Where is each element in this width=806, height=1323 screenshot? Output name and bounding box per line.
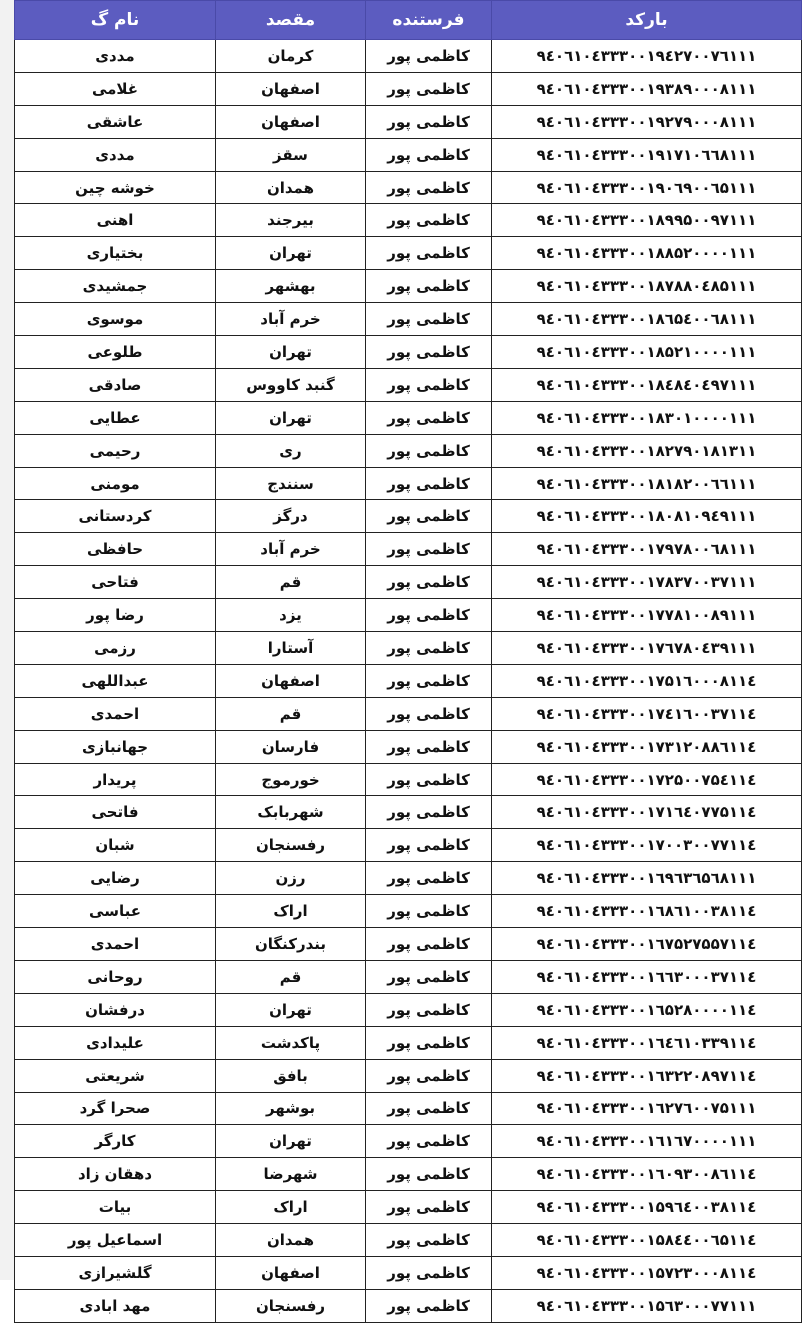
header-barcode[interactable]: بارکد bbox=[492, 1, 802, 40]
destination-cell[interactable]: اراک bbox=[216, 1191, 366, 1224]
table-row[interactable] bbox=[15, 303, 802, 336]
name-cell[interactable]: صحرا گرد bbox=[15, 1092, 216, 1125]
name-cell[interactable]: رزمی bbox=[15, 632, 216, 665]
barcode-cell[interactable]: ۹٤۰٦۱۰٤۳۳۳۰۰۱۹۲۷۹۰۰۰۸۱۱۱ bbox=[492, 105, 802, 138]
barcode-cell[interactable]: ۹٤۰٦۱۰٤۳۳۳۰۰۱۷٤۱٦۰۰۳۷۱۱٤ bbox=[492, 697, 802, 730]
table-row[interactable] bbox=[15, 1125, 802, 1158]
table-row[interactable] bbox=[15, 237, 802, 270]
sender-cell[interactable]: کاظمی پور bbox=[366, 1092, 492, 1125]
destination-cell[interactable]: کرمان bbox=[216, 40, 366, 73]
table-row[interactable] bbox=[15, 1026, 802, 1059]
barcode-cell[interactable]: ۹٤۰٦۱۰٤۳۳۳۰۰۱۵۸٤٤۰۰٦۵۱۱٤ bbox=[492, 1224, 802, 1257]
table-row[interactable] bbox=[15, 40, 802, 73]
destination-cell[interactable]: تهران bbox=[216, 336, 366, 369]
sender-cell[interactable]: کاظمی پور bbox=[366, 368, 492, 401]
sender-cell[interactable]: کاظمی پور bbox=[366, 1224, 492, 1257]
name-cell[interactable]: جمشیدی bbox=[15, 270, 216, 303]
header-name[interactable]: نام گ bbox=[15, 1, 216, 40]
name-cell[interactable]: پریدار bbox=[15, 763, 216, 796]
name-cell[interactable]: بختیاری bbox=[15, 237, 216, 270]
barcode-cell[interactable]: ۹٤۰٦۱۰٤۳۳۳۰۰۱۷۲۵۰۰۷۵٤۱۱٤ bbox=[492, 763, 802, 796]
destination-cell[interactable]: بافق bbox=[216, 1059, 366, 1092]
name-cell[interactable]: گلشیرازی bbox=[15, 1256, 216, 1289]
table-row[interactable] bbox=[15, 632, 802, 665]
barcode-cell[interactable]: ۹٤۰٦۱۰٤۳۳۳۰۰۱۸۳۰۱۰۰۰۰۱۱۱ bbox=[492, 401, 802, 434]
barcode-cell[interactable]: ۹٤۰٦۱۰٤۳۳۳۰۰۱۷٦۷۸۰٤۳۹۱۱۱ bbox=[492, 632, 802, 665]
name-cell[interactable]: جهانبازی bbox=[15, 730, 216, 763]
table-row[interactable] bbox=[15, 730, 802, 763]
destination-cell[interactable]: قم bbox=[216, 960, 366, 993]
sender-cell[interactable]: کاظمی پور bbox=[366, 895, 492, 928]
destination-cell[interactable]: اراک bbox=[216, 895, 366, 928]
table-row[interactable] bbox=[15, 105, 802, 138]
table-row[interactable] bbox=[15, 796, 802, 829]
name-cell[interactable]: طلوعی bbox=[15, 336, 216, 369]
table-row[interactable] bbox=[15, 434, 802, 467]
sender-cell[interactable]: کاظمی پور bbox=[366, 1059, 492, 1092]
name-cell[interactable]: موسوی bbox=[15, 303, 216, 336]
name-cell[interactable]: عاشقی bbox=[15, 105, 216, 138]
barcode-cell[interactable]: ۹٤۰٦۱۰٤۳۳۳۰۰۱۹۳۸۹۰۰۰۸۱۱۱ bbox=[492, 72, 802, 105]
table-row[interactable] bbox=[15, 1059, 802, 1092]
sender-cell[interactable]: کاظمی پور bbox=[366, 72, 492, 105]
table-row[interactable] bbox=[15, 1092, 802, 1125]
table-row[interactable] bbox=[15, 697, 802, 730]
sender-cell[interactable]: کاظمی پور bbox=[366, 829, 492, 862]
barcode-cell[interactable]: ۹٤۰٦۱۰٤۳۳۳۰۰۱۷۰۰۳۰۰۷۷۱۱٤ bbox=[492, 829, 802, 862]
destination-cell[interactable]: تهران bbox=[216, 1125, 366, 1158]
barcode-cell[interactable]: ۹٤۰٦۱۰٤۳۳۳۰۰۱۷۹۷۸۰۰٦۸۱۱۱ bbox=[492, 533, 802, 566]
table-row[interactable] bbox=[15, 171, 802, 204]
name-cell[interactable]: علیدادی bbox=[15, 1026, 216, 1059]
sender-cell[interactable]: کاظمی پور bbox=[366, 138, 492, 171]
table-body bbox=[15, 40, 802, 1323]
barcode-cell[interactable]: ۹٤۰٦۱۰٤۳۳۳۰۰۱۵۷۲۳۰۰۰۸۱۱٤ bbox=[492, 1256, 802, 1289]
destination-cell[interactable]: یزد bbox=[216, 599, 366, 632]
destination-cell[interactable]: تهران bbox=[216, 993, 366, 1026]
barcode-cell[interactable]: ۹٤۰٦۱۰٤۳۳۳۰۰۱٦۳۲۲۰۸۹۷۱۱٤ bbox=[492, 1059, 802, 1092]
table-row[interactable] bbox=[15, 401, 802, 434]
table-row[interactable] bbox=[15, 862, 802, 895]
destination-cell[interactable]: اصفهان bbox=[216, 105, 366, 138]
sender-cell[interactable]: کاظمی پور bbox=[366, 434, 492, 467]
table-row[interactable] bbox=[15, 368, 802, 401]
destination-cell[interactable]: فارسان bbox=[216, 730, 366, 763]
sender-cell[interactable]: کاظمی پور bbox=[366, 303, 492, 336]
destination-cell[interactable]: تهران bbox=[216, 401, 366, 434]
sender-cell[interactable]: کاظمی پور bbox=[366, 928, 492, 961]
sender-cell[interactable]: کاظمی پور bbox=[366, 204, 492, 237]
table-row[interactable] bbox=[15, 533, 802, 566]
destination-cell[interactable]: رزن bbox=[216, 862, 366, 895]
name-cell[interactable]: مددی bbox=[15, 138, 216, 171]
name-cell[interactable]: فاتحی bbox=[15, 796, 216, 829]
shipment-table bbox=[14, 0, 802, 1323]
barcode-cell[interactable]: ۹٤۰٦۱۰٤۳۳۳۰۰۱۸۸۵۲۰۰۰۰۱۱۱ bbox=[492, 237, 802, 270]
name-cell[interactable]: اسماعیل پور bbox=[15, 1224, 216, 1257]
left-margin-strip bbox=[0, 0, 15, 1280]
barcode-cell[interactable]: ۹٤۰٦۱۰٤۳۳۳۰۰۱۷۷۸۱۰۰۸۹۱۱۱ bbox=[492, 599, 802, 632]
barcode-cell[interactable]: ۹٤۰٦۱۰٤۳۳۳۰۰۱۸۰۸۱۰۹٤۹۱۱۱ bbox=[492, 500, 802, 533]
barcode-cell[interactable]: ۹٤۰٦۱۰٤۳۳۳۰۰۱٦۱٦۷۰۰۰۰۱۱۱ bbox=[492, 1125, 802, 1158]
sender-cell[interactable]: کاظمی پور bbox=[366, 1125, 492, 1158]
name-cell[interactable]: رضایی bbox=[15, 862, 216, 895]
barcode-cell[interactable]: ۹٤۰٦۱۰٤۳۳۳۰۰۱۸٦۵٤۰۰٦۸۱۱۱ bbox=[492, 303, 802, 336]
sender-cell[interactable]: کاظمی پور bbox=[366, 401, 492, 434]
table-row[interactable] bbox=[15, 467, 802, 500]
name-cell[interactable]: شبان bbox=[15, 829, 216, 862]
destination-cell[interactable]: شهرضا bbox=[216, 1158, 366, 1191]
sender-cell[interactable]: کاظمی پور bbox=[366, 1256, 492, 1289]
table-row[interactable] bbox=[15, 270, 802, 303]
sender-cell[interactable]: کاظمی پور bbox=[366, 1191, 492, 1224]
table-row[interactable] bbox=[15, 1289, 802, 1322]
sender-cell[interactable]: کاظمی پور bbox=[366, 105, 492, 138]
table-row[interactable] bbox=[15, 895, 802, 928]
sender-cell[interactable]: کاظمی پور bbox=[366, 566, 492, 599]
name-cell[interactable]: احمدی bbox=[15, 697, 216, 730]
sender-cell[interactable]: کاظمی پور bbox=[366, 1158, 492, 1191]
destination-cell[interactable]: سنندج bbox=[216, 467, 366, 500]
destination-cell[interactable]: رفسنجان bbox=[216, 1289, 366, 1322]
sender-cell[interactable]: کاظمی پور bbox=[366, 270, 492, 303]
table-row[interactable] bbox=[15, 599, 802, 632]
name-cell[interactable]: فتاحی bbox=[15, 566, 216, 599]
sender-cell[interactable]: کاظمی پور bbox=[366, 730, 492, 763]
name-cell[interactable]: مددی bbox=[15, 40, 216, 73]
sender-cell[interactable]: کاظمی پور bbox=[366, 632, 492, 665]
barcode-cell[interactable]: ۹٤۰٦۱۰٤۳۳۳۰۰۱٦٤٦۱۰۳۳۹۱۱٤ bbox=[492, 1026, 802, 1059]
header-sender[interactable]: فرستنده bbox=[366, 1, 492, 40]
barcode-cell[interactable]: ۹٤۰٦۱۰٤۳۳۳۰۰۱۸۱۸۲۰۰٦٦۱۱۱ bbox=[492, 467, 802, 500]
destination-cell[interactable]: سقز bbox=[216, 138, 366, 171]
sender-cell[interactable]: کاظمی پور bbox=[366, 796, 492, 829]
destination-cell[interactable]: قم bbox=[216, 566, 366, 599]
table-row[interactable] bbox=[15, 664, 802, 697]
name-cell[interactable]: عبداللهی bbox=[15, 664, 216, 697]
destination-cell[interactable]: بهشهر bbox=[216, 270, 366, 303]
barcode-cell[interactable]: ۹٤۰٦۱۰٤۳۳۳۰۰۱۷۵۱٦۰۰۰۸۱۱٤ bbox=[492, 664, 802, 697]
destination-cell[interactable]: اصفهان bbox=[216, 664, 366, 697]
sender-cell[interactable]: کاظمی پور bbox=[366, 533, 492, 566]
table-header bbox=[15, 1, 802, 40]
table-row[interactable] bbox=[15, 1256, 802, 1289]
sender-cell[interactable]: کاظمی پور bbox=[366, 697, 492, 730]
destination-cell[interactable]: اصفهان bbox=[216, 1256, 366, 1289]
header-row bbox=[15, 1, 802, 40]
sender-cell[interactable]: کاظمی پور bbox=[366, 763, 492, 796]
barcode-cell[interactable]: ۹٤۰٦۱۰٤۳۳۳۰۰۱۸٤۸٤۰٤۹۷۱۱۱ bbox=[492, 368, 802, 401]
barcode-cell[interactable]: ۹٤۰٦۱۰٤۳۳۳۰۰۱٦٦۳۰۰۰۳۷۱۱٤ bbox=[492, 960, 802, 993]
destination-cell[interactable]: خرم آباد bbox=[216, 303, 366, 336]
barcode-cell[interactable]: ۹٤۰٦۱۰٤۳۳۳۰۰۱٦۲۷٦۰۰۷۵۱۱۱ bbox=[492, 1092, 802, 1125]
sender-cell[interactable]: کاظمی پور bbox=[366, 1026, 492, 1059]
sender-cell[interactable]: کاظمی پور bbox=[366, 467, 492, 500]
barcode-cell[interactable]: ۹٤۰٦۱۰٤۳۳۳۰۰۱٦۷۵۲۷۵۵۷۱۱٤ bbox=[492, 928, 802, 961]
destination-cell[interactable]: همدان bbox=[216, 1224, 366, 1257]
barcode-cell[interactable]: ۹٤۰٦۱۰٤۳۳۳۰۰۱۹۱۷۱۰٦٦۸۱۱۱ bbox=[492, 138, 802, 171]
barcode-cell[interactable]: ۹٤۰٦۱۰٤۳۳۳۰۰۱۸۲۷۹۰۱۸۱۳۱۱ bbox=[492, 434, 802, 467]
table-row[interactable] bbox=[15, 336, 802, 369]
table-row[interactable] bbox=[15, 829, 802, 862]
sender-cell[interactable]: کاظمی پور bbox=[366, 993, 492, 1026]
name-cell[interactable]: اهنی bbox=[15, 204, 216, 237]
name-cell[interactable]: مهد ابادی bbox=[15, 1289, 216, 1322]
barcode-cell[interactable]: ۹٤۰٦۱۰٤۳۳۳۰۰۱۸۵۲۱۰۰۰۰۱۱۱ bbox=[492, 336, 802, 369]
table-row[interactable] bbox=[15, 960, 802, 993]
barcode-cell[interactable]: ۹٤۰٦۱۰٤۳۳۳۰۰۱۵٦۳۰۰۰۷۷۱۱۱ bbox=[492, 1289, 802, 1322]
table-row[interactable] bbox=[15, 500, 802, 533]
table-row[interactable] bbox=[15, 138, 802, 171]
name-cell[interactable]: مومنی bbox=[15, 467, 216, 500]
barcode-cell[interactable]: ۹٤۰٦۱۰٤۳۳۳۰۰۱۹۰٦۹۰۰٦۵۱۱۱ bbox=[492, 171, 802, 204]
barcode-cell[interactable]: ۹٤۰٦۱۰٤۳۳۳۰۰۱٦۹٦۳٦۵٦۸۱۱۱ bbox=[492, 862, 802, 895]
name-cell[interactable]: حافظی bbox=[15, 533, 216, 566]
name-cell[interactable]: دهقان زاد bbox=[15, 1158, 216, 1191]
destination-cell[interactable]: بوشهر bbox=[216, 1092, 366, 1125]
destination-cell[interactable]: اصفهان bbox=[216, 72, 366, 105]
destination-cell[interactable]: درگز bbox=[216, 500, 366, 533]
sender-cell[interactable]: کاظمی پور bbox=[366, 1289, 492, 1322]
sender-cell[interactable]: کاظمی پور bbox=[366, 40, 492, 73]
sender-cell[interactable]: کاظمی پور bbox=[366, 960, 492, 993]
destination-cell[interactable]: همدان bbox=[216, 171, 366, 204]
name-cell[interactable]: خوشه چین bbox=[15, 171, 216, 204]
table-row[interactable] bbox=[15, 566, 802, 599]
sender-cell[interactable]: کاظمی پور bbox=[366, 664, 492, 697]
barcode-cell[interactable]: ۹٤۰٦۱۰٤۳۳۳۰۰۱۷۸۳۷۰۰۳۷۱۱۱ bbox=[492, 566, 802, 599]
destination-cell[interactable]: قم bbox=[216, 697, 366, 730]
name-cell[interactable]: کردستانی bbox=[15, 500, 216, 533]
table-row[interactable] bbox=[15, 1158, 802, 1191]
destination-cell[interactable]: بیرجند bbox=[216, 204, 366, 237]
sender-cell[interactable]: کاظمی پور bbox=[366, 599, 492, 632]
name-cell[interactable]: رحیمی bbox=[15, 434, 216, 467]
destination-cell[interactable]: پاکدشت bbox=[216, 1026, 366, 1059]
barcode-cell[interactable]: ۹٤۰٦۱۰٤۳۳۳۰۰۱۹٤۲۷۰۰۷٦۱۱۱ bbox=[492, 40, 802, 73]
destination-cell[interactable]: گنبد کاووس bbox=[216, 368, 366, 401]
table-row[interactable] bbox=[15, 204, 802, 237]
barcode-cell[interactable]: ۹٤۰٦۱۰٤۳۳۳۰۰۱۸۷۸۸۰٤۸۵۱۱۱ bbox=[492, 270, 802, 303]
destination-cell[interactable]: بندرکنگان bbox=[216, 928, 366, 961]
name-cell[interactable]: احمدی bbox=[15, 928, 216, 961]
table-row[interactable] bbox=[15, 1224, 802, 1257]
barcode-cell[interactable]: ۹٤۰٦۱۰٤۳۳۳۰۰۱۸۹۹۵۰۰۹۷۱۱۱ bbox=[492, 204, 802, 237]
barcode-cell[interactable]: ۹٤۰٦۱۰٤۳۳۳۰۰۱۷۳۱۲۰۸۸٦۱۱٤ bbox=[492, 730, 802, 763]
barcode-cell[interactable]: ۹٤۰٦۱۰٤۳۳۳۰۰۱٦۰۹۳۰۰۸٦۱۱٤ bbox=[492, 1158, 802, 1191]
name-cell[interactable]: رضا پور bbox=[15, 599, 216, 632]
table-row[interactable] bbox=[15, 72, 802, 105]
name-cell[interactable]: عباسی bbox=[15, 895, 216, 928]
sender-cell[interactable]: کاظمی پور bbox=[366, 171, 492, 204]
destination-cell[interactable]: خرم آباد bbox=[216, 533, 366, 566]
name-cell[interactable]: کارگر bbox=[15, 1125, 216, 1158]
destination-cell[interactable]: آستارا bbox=[216, 632, 366, 665]
barcode-cell[interactable]: ۹٤۰٦۱۰٤۳۳۳۰۰۱۵۹٦٤۰۰۳۸۱۱٤ bbox=[492, 1191, 802, 1224]
destination-cell[interactable]: شهربابک bbox=[216, 796, 366, 829]
name-cell[interactable]: عطایی bbox=[15, 401, 216, 434]
destination-cell[interactable]: ری bbox=[216, 434, 366, 467]
sender-cell[interactable]: کاظمی پور bbox=[366, 500, 492, 533]
table-row[interactable] bbox=[15, 1191, 802, 1224]
name-cell[interactable]: شریعتی bbox=[15, 1059, 216, 1092]
name-cell[interactable]: درفشان bbox=[15, 993, 216, 1026]
sender-cell[interactable]: کاظمی پور bbox=[366, 336, 492, 369]
header-destination[interactable]: مقصد bbox=[216, 1, 366, 40]
destination-cell[interactable]: رفسنجان bbox=[216, 829, 366, 862]
table-row[interactable] bbox=[15, 928, 802, 961]
table-row[interactable] bbox=[15, 763, 802, 796]
destination-cell[interactable]: خورموج bbox=[216, 763, 366, 796]
name-cell[interactable]: بیات bbox=[15, 1191, 216, 1224]
sender-cell[interactable]: کاظمی پور bbox=[366, 237, 492, 270]
name-cell[interactable]: غلامی bbox=[15, 72, 216, 105]
destination-cell[interactable]: تهران bbox=[216, 237, 366, 270]
name-cell[interactable]: روحانی bbox=[15, 960, 216, 993]
sender-cell[interactable]: کاظمی پور bbox=[366, 862, 492, 895]
barcode-cell[interactable]: ۹٤۰٦۱۰٤۳۳۳۰۰۱٦۵۲۸۰۰۰۰۱۱٤ bbox=[492, 993, 802, 1026]
barcode-cell[interactable]: ۹٤۰٦۱۰٤۳۳۳۰۰۱٦۸٦۱۰۰۳۸۱۱٤ bbox=[492, 895, 802, 928]
table-row[interactable] bbox=[15, 993, 802, 1026]
barcode-cell[interactable]: ۹٤۰٦۱۰٤۳۳۳۰۰۱۷۱٦٤۰۷۷۵۱۱٤ bbox=[492, 796, 802, 829]
name-cell[interactable]: صادقی bbox=[15, 368, 216, 401]
